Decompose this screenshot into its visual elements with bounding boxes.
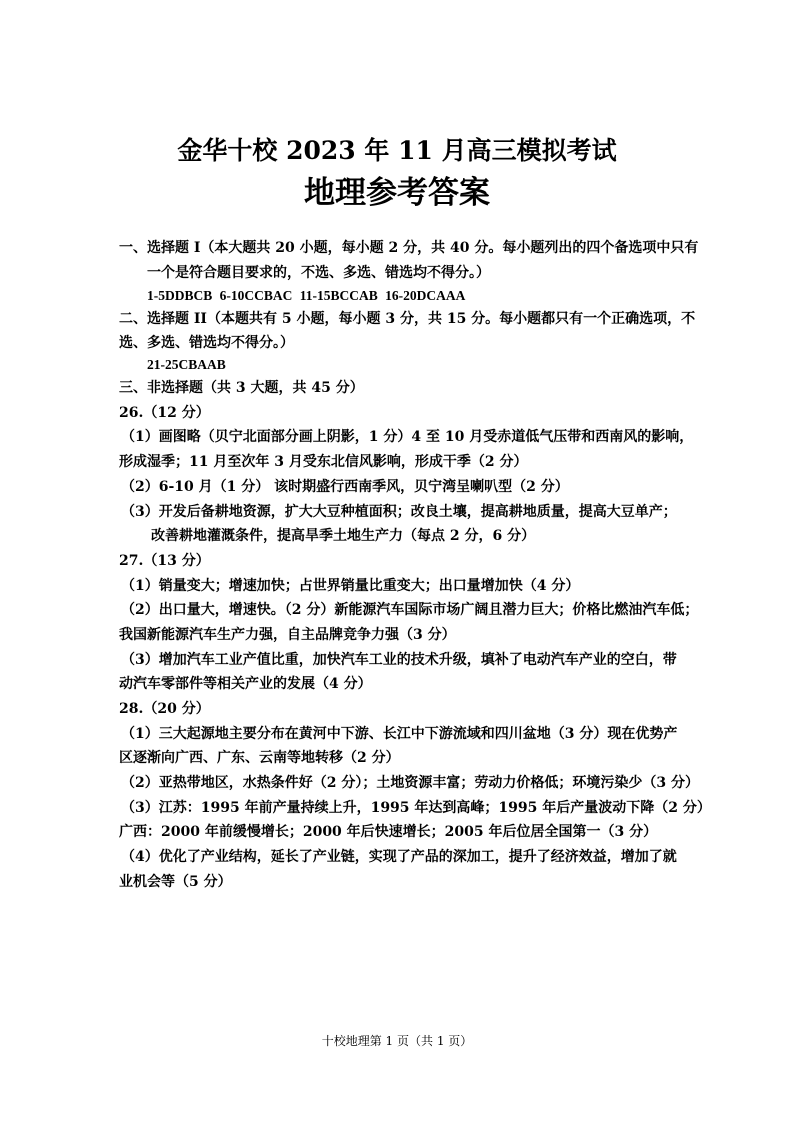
q27-answer1: （1）销量变大；增速加快；占世界销量比重变大；出口量增加快（4 分） [121, 577, 580, 594]
q26-answer2: （2）6-10 月（1 分） 该时期盛行西南季风，贝宁湾呈喇叭型（2 分） [121, 478, 569, 495]
answer-content [119, 236, 711, 895]
q27-answer2-line2: 我国新能源汽车生产力强，自主品牌竞争力强（3 分） [119, 626, 456, 643]
section1-answers: 1-5DDBCB 6-10CCBAC 11-15BCCAB 16-20DCAAA [147, 288, 466, 304]
section1-heading-cont: 一个是符合题目要求的，不选、多选、错选均不得分。） [147, 264, 490, 281]
q27-answer3-line1: （3）增加汽车工业产值比重，加快汽车工业的技术升级，填补了电动汽车产业的空白，带 [121, 651, 677, 668]
q26-answer1-line2: 形成湿季；11 月至次年 3 月受东北信风影响，形成干季（2 分） [119, 454, 528, 471]
q28-answer3-line2: 广西：2000 年前缓慢增长；2000 年后快速增长；2005 年后位居全国第一（3 分） [119, 824, 658, 841]
section3-heading: 三、非选择题（共 3 大题，共 45 分） [119, 380, 364, 397]
q26-number: 26.（12 分） [119, 404, 210, 421]
answer-key-title: 地理参考答案 [304, 175, 490, 211]
q26-answer3-line1: （3）开发后备耕地资源，扩大大豆种植面积；改良土壤，提高耕地质量，提高大豆单产； [121, 503, 677, 520]
section2-heading-cont: 选、多选、错选均不得分。） [119, 335, 294, 352]
q27-answer3-line2: 动汽车零部件等相关产业的发展（4 分） [119, 676, 372, 693]
q28-answer1-line2: 区逐渐向广西、广东、云南等地转移（2 分） [119, 750, 400, 767]
q26-answer1-line1: （1）画图略（贝宁北面部分画上阴影，1 分）4 至 10 月受赤道低气压带和西南风的影响， [121, 429, 694, 446]
q27-answer2-line1: （2）出口量大，增速快。（2 分）新能源汽车国际市场广阔且潜力巨大；价格比燃油汽车低； [121, 602, 699, 619]
section1-heading: 一、选择题 I（本大题共 20 小题，每小题 2 分，共 40 分。每小题列出的四个备选项中只有 [119, 240, 699, 256]
q28-answer1-line1: （1）三大起源地主要分布在黄河中下游、长江中下游流域和四川盆地（3 分）现在优势产 [121, 725, 678, 742]
q28-number: 28.（20 分） [119, 701, 210, 717]
q26-answer3-line2: 改善耕地灌溉条件，提高旱季土地生产力（每点 2 分，6 分） [151, 528, 536, 545]
section2-answers: 21-25CBAAB [147, 357, 226, 373]
page-footer: 十校地理第 1 页（共 1 页） [321, 1034, 473, 1048]
q28-answer2: （2）亚热带地区，水热条件好（2 分）；土地资源丰富；劳动力价格低；环境污染少（3 分） [121, 775, 699, 792]
q28-answer3-line1: （3）江苏：1995 年前产量持续上升，1995 年达到高峰；1995 年后产量波动下降（2 分） [121, 799, 711, 816]
q28-answer4-line1: （4）优化了产业结构，延长了产业链，实现了产品的深加工，提升了经济效益，增加了就 [121, 849, 677, 866]
q27-number: 27.（13 分） [119, 552, 210, 569]
section2-heading: 二、选择题 II（本题共有 5 小题，每小题 3 分，共 15 分。每小题都只有一个正确选项，不 [119, 311, 696, 328]
exam-title: 金华十校 2023 年 11 月高三模拟考试 [177, 136, 617, 165]
q28-answer4-line2: 业机会等（5 分） [119, 873, 232, 890]
